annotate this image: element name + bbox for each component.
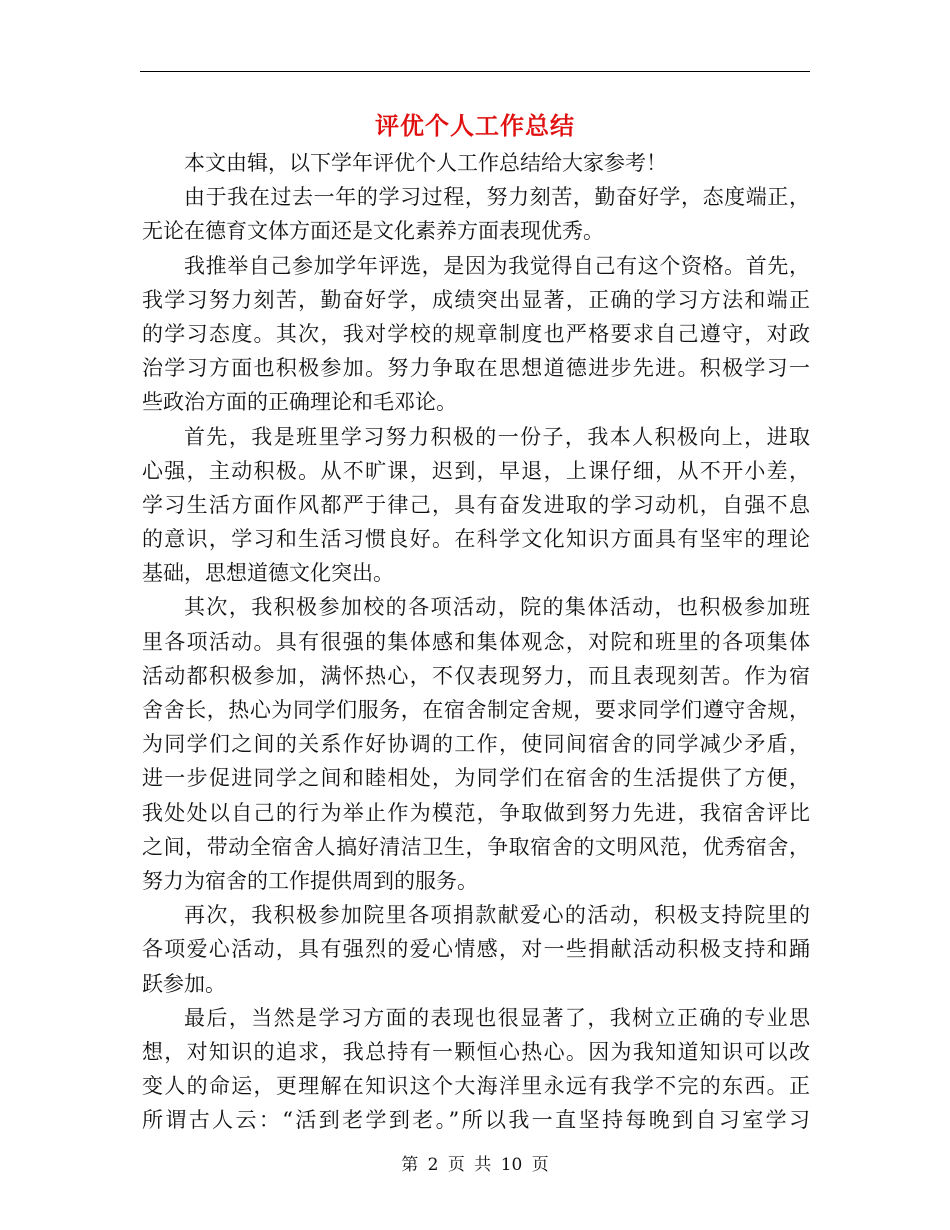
text-line: 学习生活方面作风都严于律己，具有奋发进取的学习动机，自强不息 <box>142 492 810 517</box>
text-line: 进一步促进同学之间和睦相处，为同学们在宿舍的生活提供了方便， <box>142 766 810 791</box>
text-line: 的学习态度。其次，我对学校的规章制度也严格要求自己遵守，对政 <box>142 321 810 346</box>
text-line: 本文由辑，以下学年评优个人工作总结给大家参考！ <box>184 151 667 175</box>
text-line: 基础，思想道德文化突出。 <box>142 561 394 586</box>
text-line: 努力为宿舍的工作提供周到的服务。 <box>142 868 478 893</box>
header-rule <box>140 71 810 72</box>
text-line: 之间，带动全宿舍人搞好清洁卫生，争取宿舍的文明风范，优秀宿舍， <box>142 834 810 859</box>
text-line: 为同学们之间的关系作好协调的工作，使同间宿舍的同学减少矛盾， <box>142 732 810 757</box>
text-line: 最后，当然是学习方面的表现也很显著了，我树立正确的专业思 <box>184 1005 810 1030</box>
text-line: 由于我在过去一年的学习过程，努力刻苦，勤奋好学，态度端正， <box>184 185 810 210</box>
text-line: 各项爱心活动，具有强烈的爱心情感，对一些捐献活动积极支持和踊 <box>142 937 810 962</box>
text-line: 我学习努力刻苦，勤奋好学，成绩突出显著，正确的学习方法和端正 <box>142 287 810 312</box>
page-number-footer: 第 2 页 共 10 页 <box>401 1155 549 1175</box>
text-line: 心强，主动积极。从不旷课，迟到，早退，上课仔细，从不开小差， <box>142 458 810 483</box>
text-line: 再次，我积极参加院里各项捐款献爱心的活动，积极支持院里的 <box>184 903 810 928</box>
text-line: 活动都积极参加，满怀热心，不仅表现努力，而且表现刻苦。作为宿 <box>142 663 810 688</box>
document-title: 评优个人工作总结 <box>375 111 575 140</box>
text-line: 我推举自己参加学年评选，是因为我觉得自己有这个资格。首先， <box>184 253 810 278</box>
text-line: 其次，我积极参加校的各项活动，院的集体活动，也积极参加班 <box>184 595 810 620</box>
text-line: 的意识，学习和生活习惯良好。在科学文化知识方面具有坚牢的理论 <box>142 527 810 552</box>
text-line: 跃参加。 <box>142 971 226 996</box>
text-line: 无论在德育文体方面还是文化素养方面表现优秀。 <box>142 219 604 244</box>
text-line: 首先，我是班里学习努力积极的一份子，我本人积极向上，进取 <box>184 424 810 449</box>
document-body <box>142 146 810 1137</box>
text-line: 变人的命运，更理解在知识这个大海洋里永远有我学不完的东西。正 <box>142 1074 810 1099</box>
text-line: 我处处以自己的行为举止作为模范，争取做到努力先进，我宿舍评比 <box>142 800 810 825</box>
text-line: 里各项活动。具有很强的集体感和集体观念，对院和班里的各项集体 <box>142 629 810 654</box>
text-line: 舍舍长，热心为同学们服务，在宿舍制定舍规，要求同学们遵守舍规， <box>142 698 810 722</box>
text-line: 想，对知识的追求，我总持有一颗恒心热心。因为我知道知识可以改 <box>142 1039 810 1064</box>
text-line: 所谓古人云：“活到老学到老。”所以我一直坚持每晚到自习室学习 <box>142 1108 810 1133</box>
text-line: 治学习方面也积极参加。努力争取在思想道德进步先进。积极学习一 <box>142 356 810 381</box>
text-line: 些政治方面的正确理论和毛邓论。 <box>142 390 457 415</box>
